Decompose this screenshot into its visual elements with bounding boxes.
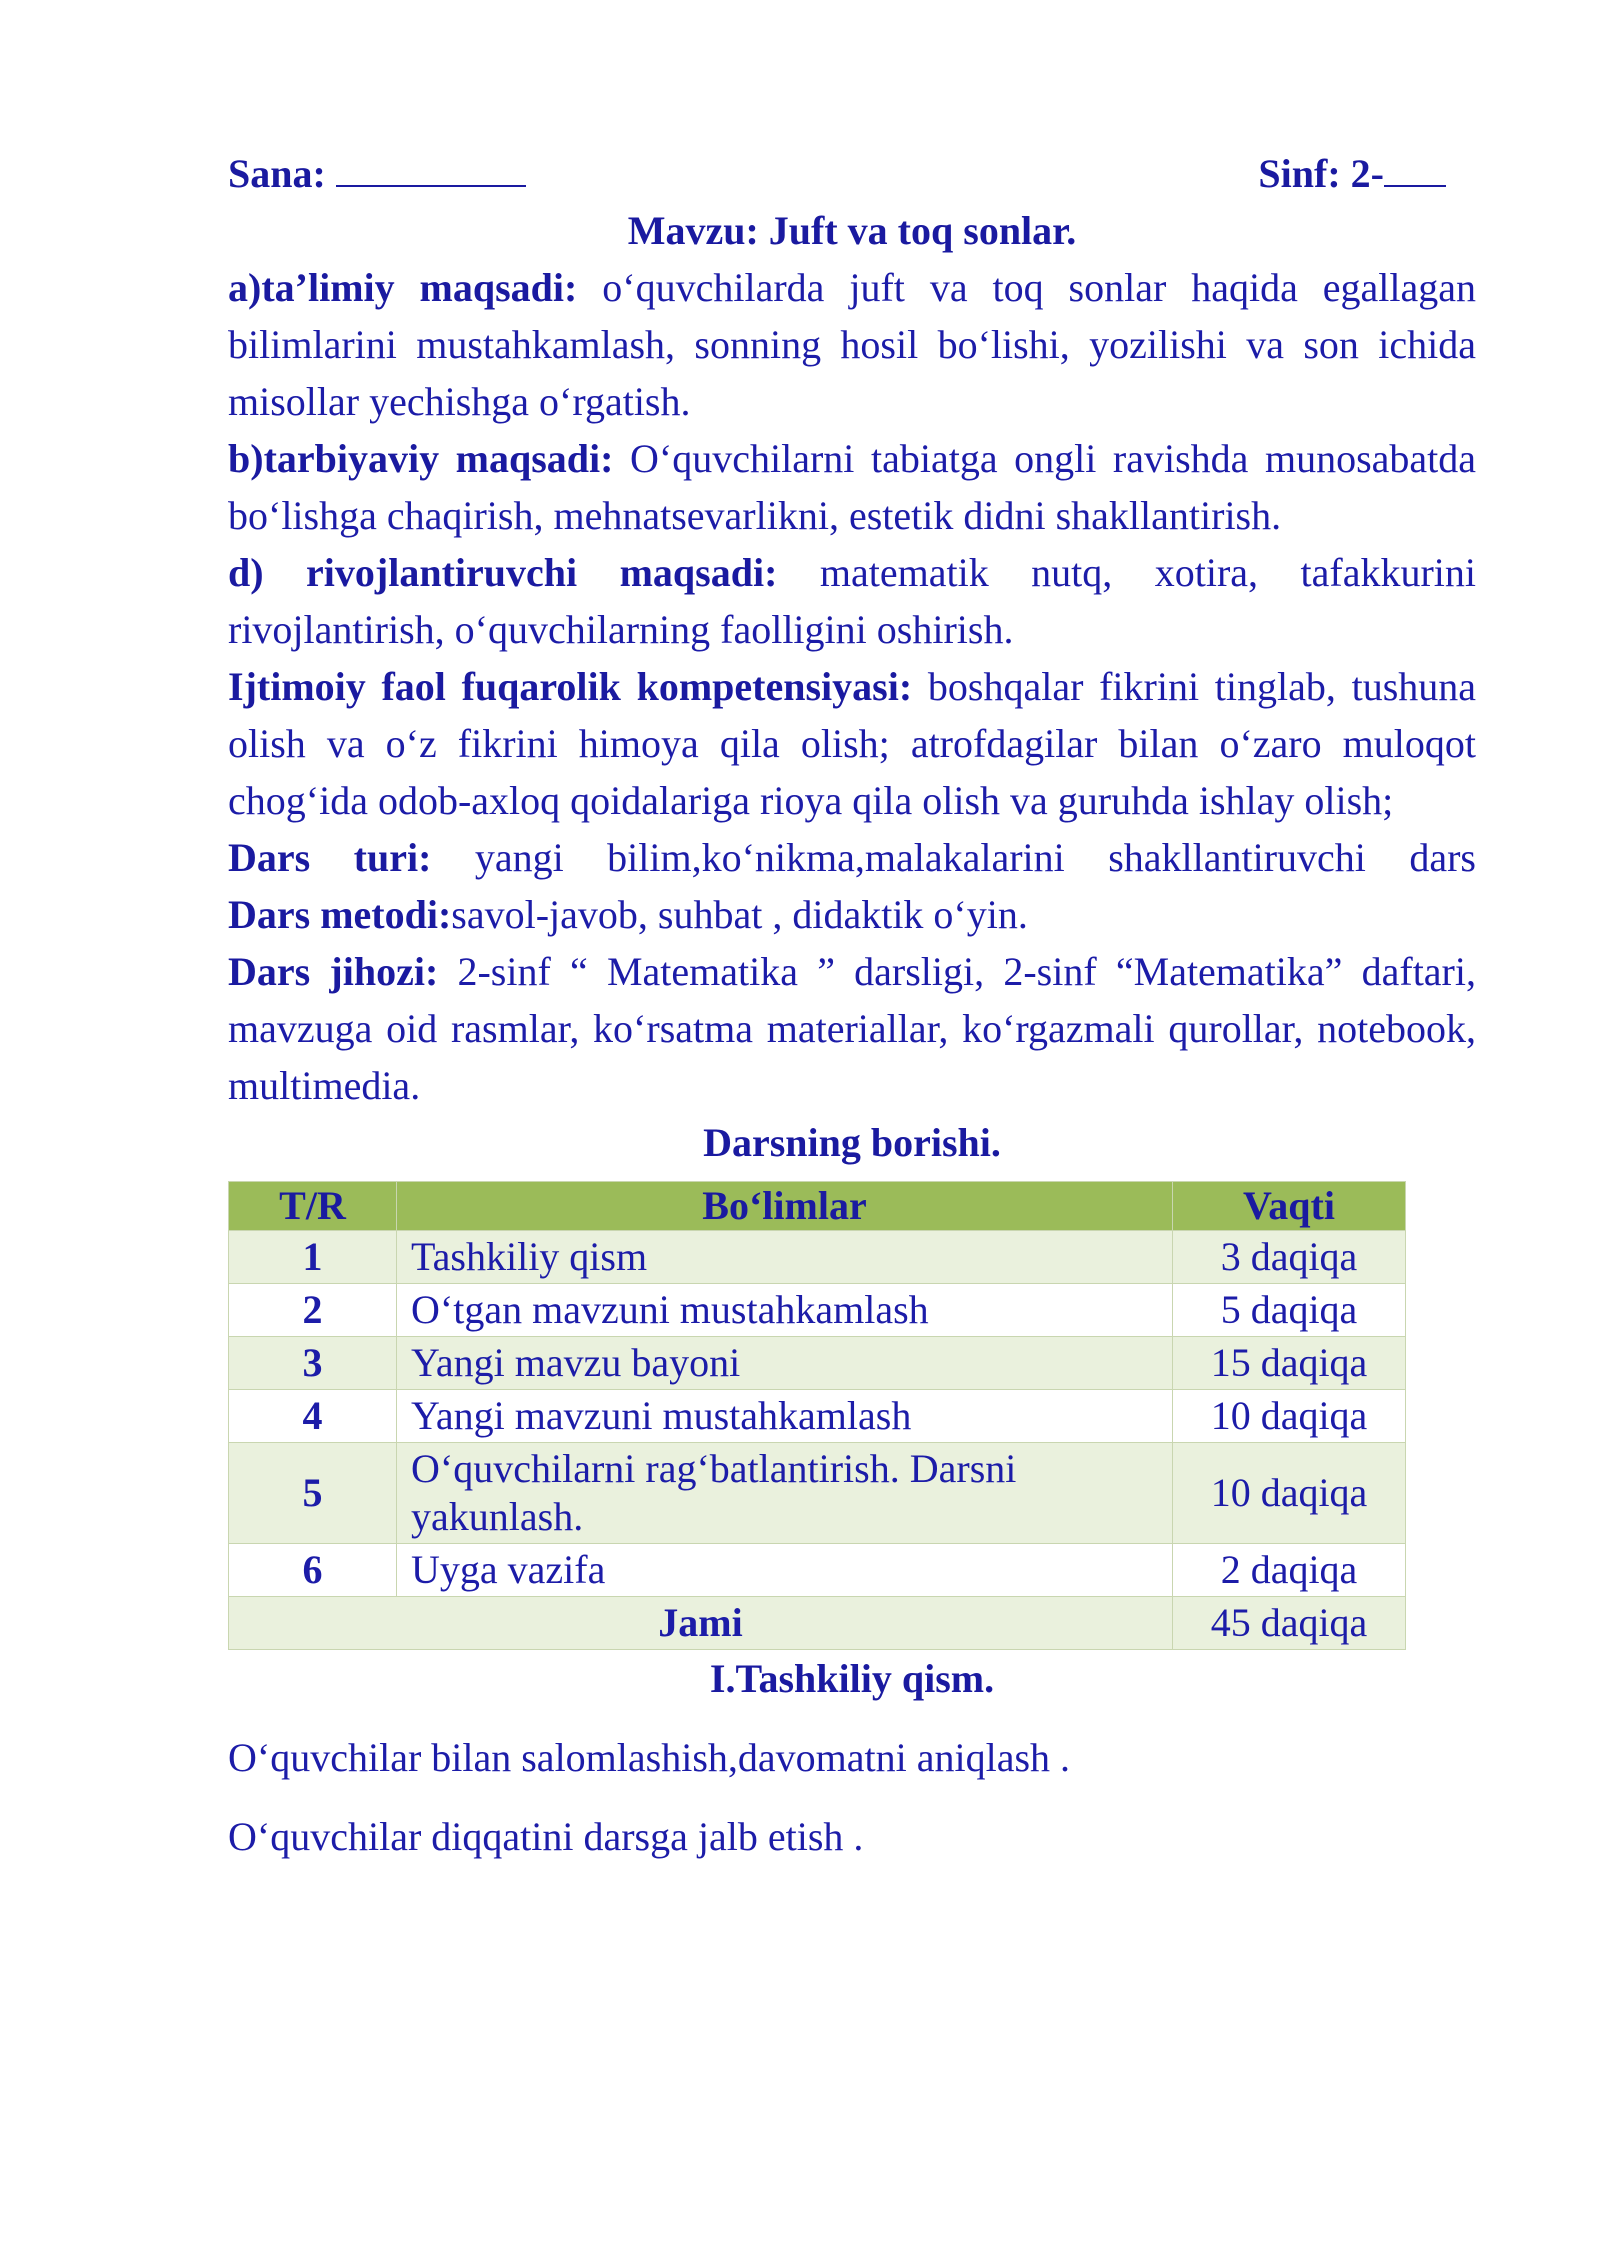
topic-title: Mavzu: Juft va toq sonlar. [627, 208, 1077, 253]
date-field [228, 145, 526, 202]
row-number: 2 [229, 1284, 397, 1337]
lesson-type-text: yangi bilim,ko‘nikma,malakalarini shakllantiruvchi dars [474, 835, 1476, 880]
lesson-method [228, 886, 1476, 943]
table-total-row [229, 1597, 1406, 1650]
row-number: 5 [229, 1443, 397, 1544]
row-number: 4 [229, 1390, 397, 1443]
row-section: Tashkiliy qism [397, 1231, 1173, 1284]
competency-text: boshqalar fikrini tinglab, tushuna olish va o‘z fikrini himoya qila olish; atrofdagilar bilan o‘zaro muloqot chog‘ida odob-axloq qoidalariga rioya qila olish va guruhda ishlay olish; [228, 664, 1477, 823]
date-blank [336, 149, 526, 187]
goal-d-text: matematik nutq, xotira, tafakkurini rivojlantirish, o‘quvchilarning faolligini oshirish. [228, 550, 1476, 652]
lesson-method-text: savol-javob, suhbat , didaktik o‘yin. [451, 892, 1028, 937]
header-number: T/R [229, 1182, 397, 1231]
row-section: O‘quvchilarni rag‘batlantirish. Darsni yakunlash. [397, 1443, 1173, 1544]
goal-educational [228, 259, 1476, 430]
lesson-equipment-label: Dars jihozi: [228, 949, 439, 994]
lesson-progress-table [228, 1181, 1406, 1650]
lesson-type-label: Dars turi: [228, 835, 432, 880]
total-label: Jami [229, 1597, 1173, 1650]
row-time: 15 daqiqa [1173, 1337, 1406, 1390]
class-blank [1384, 149, 1446, 187]
table-header-row [229, 1182, 1406, 1231]
row-time: 5 daqiqa [1173, 1284, 1406, 1337]
section1-line: O‘quvchilar diqqatini darsga jalb etish . [228, 1814, 864, 1859]
row-time: 3 daqiqa [1173, 1231, 1406, 1284]
section1-line: O‘quvchilar bilan salomlashish,davomatni aniqlash . [228, 1735, 1071, 1780]
lesson-plan [228, 145, 1476, 1865]
header-sections: Bo‘limlar [397, 1182, 1173, 1231]
class-field [1258, 145, 1446, 202]
row-time: 10 daqiqa [1173, 1443, 1406, 1544]
goal-b-label: b)tarbiyaviy maqsadi: [228, 436, 614, 481]
row-time: 10 daqiqa [1173, 1390, 1406, 1443]
table-row [229, 1443, 1406, 1544]
row-section: Yangi mavzuni mustahkamlash [397, 1390, 1173, 1443]
section1-title: I.Tashkiliy qism. [709, 1656, 995, 1701]
goal-d-label: d) rivojlantiruvchi maqsadi: [228, 550, 778, 595]
lesson-equipment [228, 943, 1476, 1114]
date-label: Sana: [228, 151, 326, 196]
lesson-equipment-text: 2-sinf “ Matematika ” darsligi, 2-sinf “Matematika” daftari, mavzuga oid rasmlar, ko‘rsatma materiallar, ko‘rgazmali qurollar, notebook, multimedia. [228, 949, 1476, 1108]
row-section: Yangi mavzu bayoni [397, 1337, 1173, 1390]
row-number: 1 [229, 1231, 397, 1284]
table-row [229, 1390, 1406, 1443]
goal-b-text: O‘quvchilarni tabiatga ongli ravishda munosabatda bo‘lishga chaqirish, mehnatsevarlikni, estetik didni shakllantirish. [228, 436, 1477, 538]
row-time: 2 daqiqa [1173, 1544, 1406, 1597]
goal-upbringing [228, 430, 1476, 544]
lesson-type [228, 829, 1476, 886]
total-time: 45 daqiqa [1173, 1597, 1406, 1650]
table-row [229, 1284, 1406, 1337]
goal-a-text: o‘quvchilarda juft va toq sonlar haqida egallagan bilimlarini mustahkamlash, sonning hosil bo‘lishi, yozilishi va son ichida misollar yechishga o‘rgatish. [228, 265, 1476, 424]
row-number: 3 [229, 1337, 397, 1390]
row-section: Uyga vazifa [397, 1544, 1173, 1597]
class-label: Sinf: 2- [1258, 151, 1384, 196]
table-row [229, 1231, 1406, 1284]
table-row [229, 1544, 1406, 1597]
table-row [229, 1337, 1406, 1390]
competency [228, 658, 1476, 829]
header-line [228, 145, 1476, 202]
goal-a-label: a)ta’limiy maqsadi: [228, 265, 578, 310]
header-time: Vaqti [1173, 1182, 1406, 1231]
competency-label: Ijtimoiy faol fuqarolik kompetensiyasi: [228, 664, 913, 709]
lesson-method-label: Dars metodi: [228, 892, 452, 937]
row-number: 6 [229, 1544, 397, 1597]
goal-developmental [228, 544, 1476, 658]
progress-title: Darsning borishi. [703, 1120, 1001, 1165]
row-section: O‘tgan mavzuni mustahkamlash [397, 1284, 1173, 1337]
